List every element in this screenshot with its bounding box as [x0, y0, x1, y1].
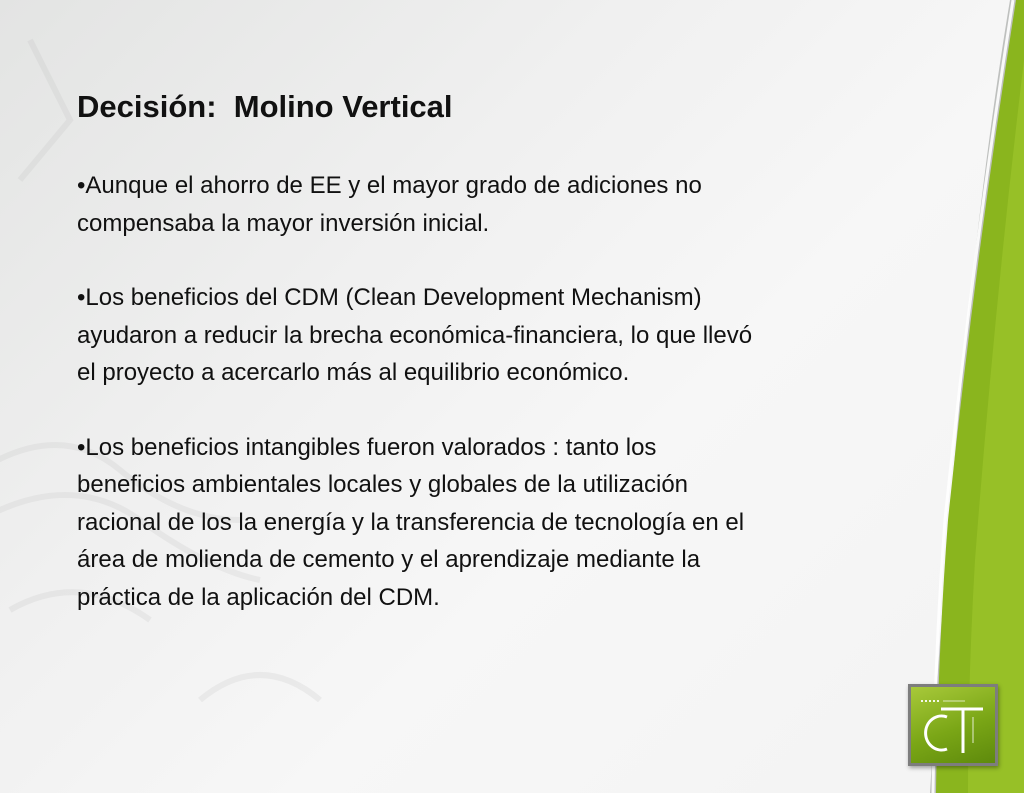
ct-logo-icon [911, 687, 995, 763]
bullet-item: •Aunque el ahorro de EE y el mayor grado de adiciones no compensaba la mayor inversión inicial. [77, 172, 702, 237]
slide-content [77, 88, 907, 653]
bullet-item: •Los beneficios del CDM (Clean Development Mechanism) ayudaron a reducir la brecha económica-financiera, lo que llevó el proyecto a acercarlo más al equilibrio económico. [77, 284, 753, 387]
bullet-item: •Los beneficios intangibles fueron valorados : tanto los beneficios ambientales locales y globales de la utilización racional de los la energía y la transferencia de tecnología en el área de molienda de cemento y el aprendizaje mediante la práctica de la aplicación del CDM. [77, 433, 745, 611]
slide-title: Decisión: Molino Vertical [77, 89, 453, 124]
congreso-tecnico-logo [908, 684, 998, 766]
